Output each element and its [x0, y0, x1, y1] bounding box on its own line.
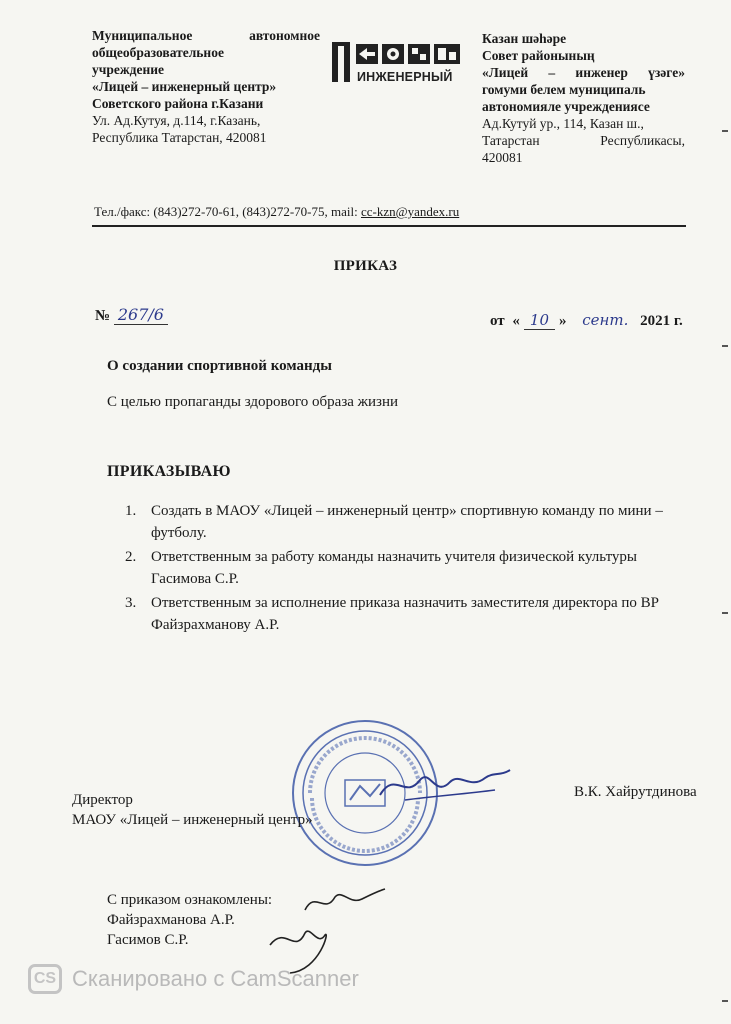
date-quote-close: » — [559, 313, 567, 329]
order-date — [490, 311, 687, 330]
contacts-line — [94, 204, 459, 220]
org-name-line: «Лицей – инженер үзәге» — [482, 65, 685, 80]
director-name: В.К. Хайрутдинова — [574, 784, 697, 800]
date-quote-open: « — [512, 313, 520, 329]
order-items — [125, 500, 685, 638]
scan-edge-mark — [722, 130, 728, 132]
acknowledgement-block — [107, 890, 272, 950]
director-position: Директор — [72, 792, 133, 808]
date-month: сент. — [582, 311, 629, 329]
item-number: 3. — [125, 595, 137, 611]
acknowledged-person: Гасимов С.Р. — [107, 932, 189, 948]
item-text: Ответственным за работу команды назначить учителя физической культуры Гасимова С.Р. — [151, 549, 637, 587]
scan-edge-mark — [722, 612, 728, 614]
org-address-line: Республика Татарстан, 420081 — [92, 130, 267, 145]
org-header-russian — [92, 27, 320, 146]
director-signature-icon — [375, 760, 515, 810]
director-title — [72, 790, 313, 830]
header-divider — [92, 225, 686, 227]
org-name-line: «Лицей – инженерный центр» — [92, 79, 277, 94]
acknowledged-person: Файзрахманова А.Р. — [107, 912, 235, 928]
order-item — [125, 500, 685, 544]
order-subject: О создании спортивной команды — [107, 358, 332, 374]
org-address-line: Ад.Кутуй ур., 114, Казан ш., — [482, 116, 644, 131]
scan-edge-mark — [722, 345, 728, 347]
date-day: 10 — [524, 311, 555, 330]
item-text: Создать в МАОУ «Лицей – инженерный центр» спортивную команду по мини – футболу. — [151, 503, 663, 541]
school-logo — [330, 42, 464, 82]
email-link[interactable]: cc-kzn@yandex.ru — [360, 204, 460, 219]
order-number — [95, 305, 168, 325]
org-name-line: учреждение — [92, 62, 165, 77]
org-name-line: автономияле учреждениясе — [482, 99, 650, 114]
date-prefix: от — [490, 313, 505, 329]
director-organization: МАОУ «Лицей – инженерный центр» — [72, 812, 313, 828]
item-number: 2. — [125, 549, 137, 565]
org-address-line: Ул. Ад.Кутуя, д.114, г.Казань, — [92, 113, 261, 128]
order-item — [125, 592, 685, 636]
order-heading: ПРИКАЗЫВАЮ — [107, 463, 231, 480]
number-label: № — [95, 308, 111, 324]
org-name-line: Советского района г.Казани — [92, 96, 264, 111]
org-name-line: Казан шәһәре — [482, 31, 567, 46]
document-title: ПРИКАЗ — [333, 258, 398, 274]
org-address-line: Татарстан Республикасы, — [482, 133, 685, 148]
date-year: 2021 г. — [640, 313, 683, 329]
item-text: Ответственным за исполнение приказа назначить заместителя директора по ВР Файзрахманову А.Р. — [151, 595, 660, 633]
order-item — [125, 546, 685, 590]
logo-text: ИНЖЕНЕРНЫЙ — [357, 70, 453, 84]
watermark-text: Сканировано с CamScanner — [72, 966, 359, 991]
org-header-tatar — [482, 30, 685, 166]
order-purpose: С целью пропаганды здорового образа жизни — [107, 394, 399, 410]
acknowledgement-heading: С приказом ознакомлены: — [107, 892, 273, 908]
number-value: 267/6 — [114, 305, 168, 325]
camscanner-icon: CS — [28, 964, 62, 994]
org-name-line: гомуми белем муниципаль — [482, 82, 646, 97]
org-address-line: 420081 — [482, 150, 523, 165]
scanner-watermark — [28, 964, 359, 994]
item-number: 1. — [125, 503, 137, 519]
org-name-line: общеобразовательное — [92, 45, 224, 60]
org-name-line: Совет районының — [482, 48, 595, 63]
org-name-line: Муниципальное автономное — [92, 28, 320, 43]
scan-edge-mark — [722, 1000, 728, 1002]
phone-numbers: Тел./факс: (843)272-70-61, (843)272-70-75, mail: — [94, 204, 361, 219]
